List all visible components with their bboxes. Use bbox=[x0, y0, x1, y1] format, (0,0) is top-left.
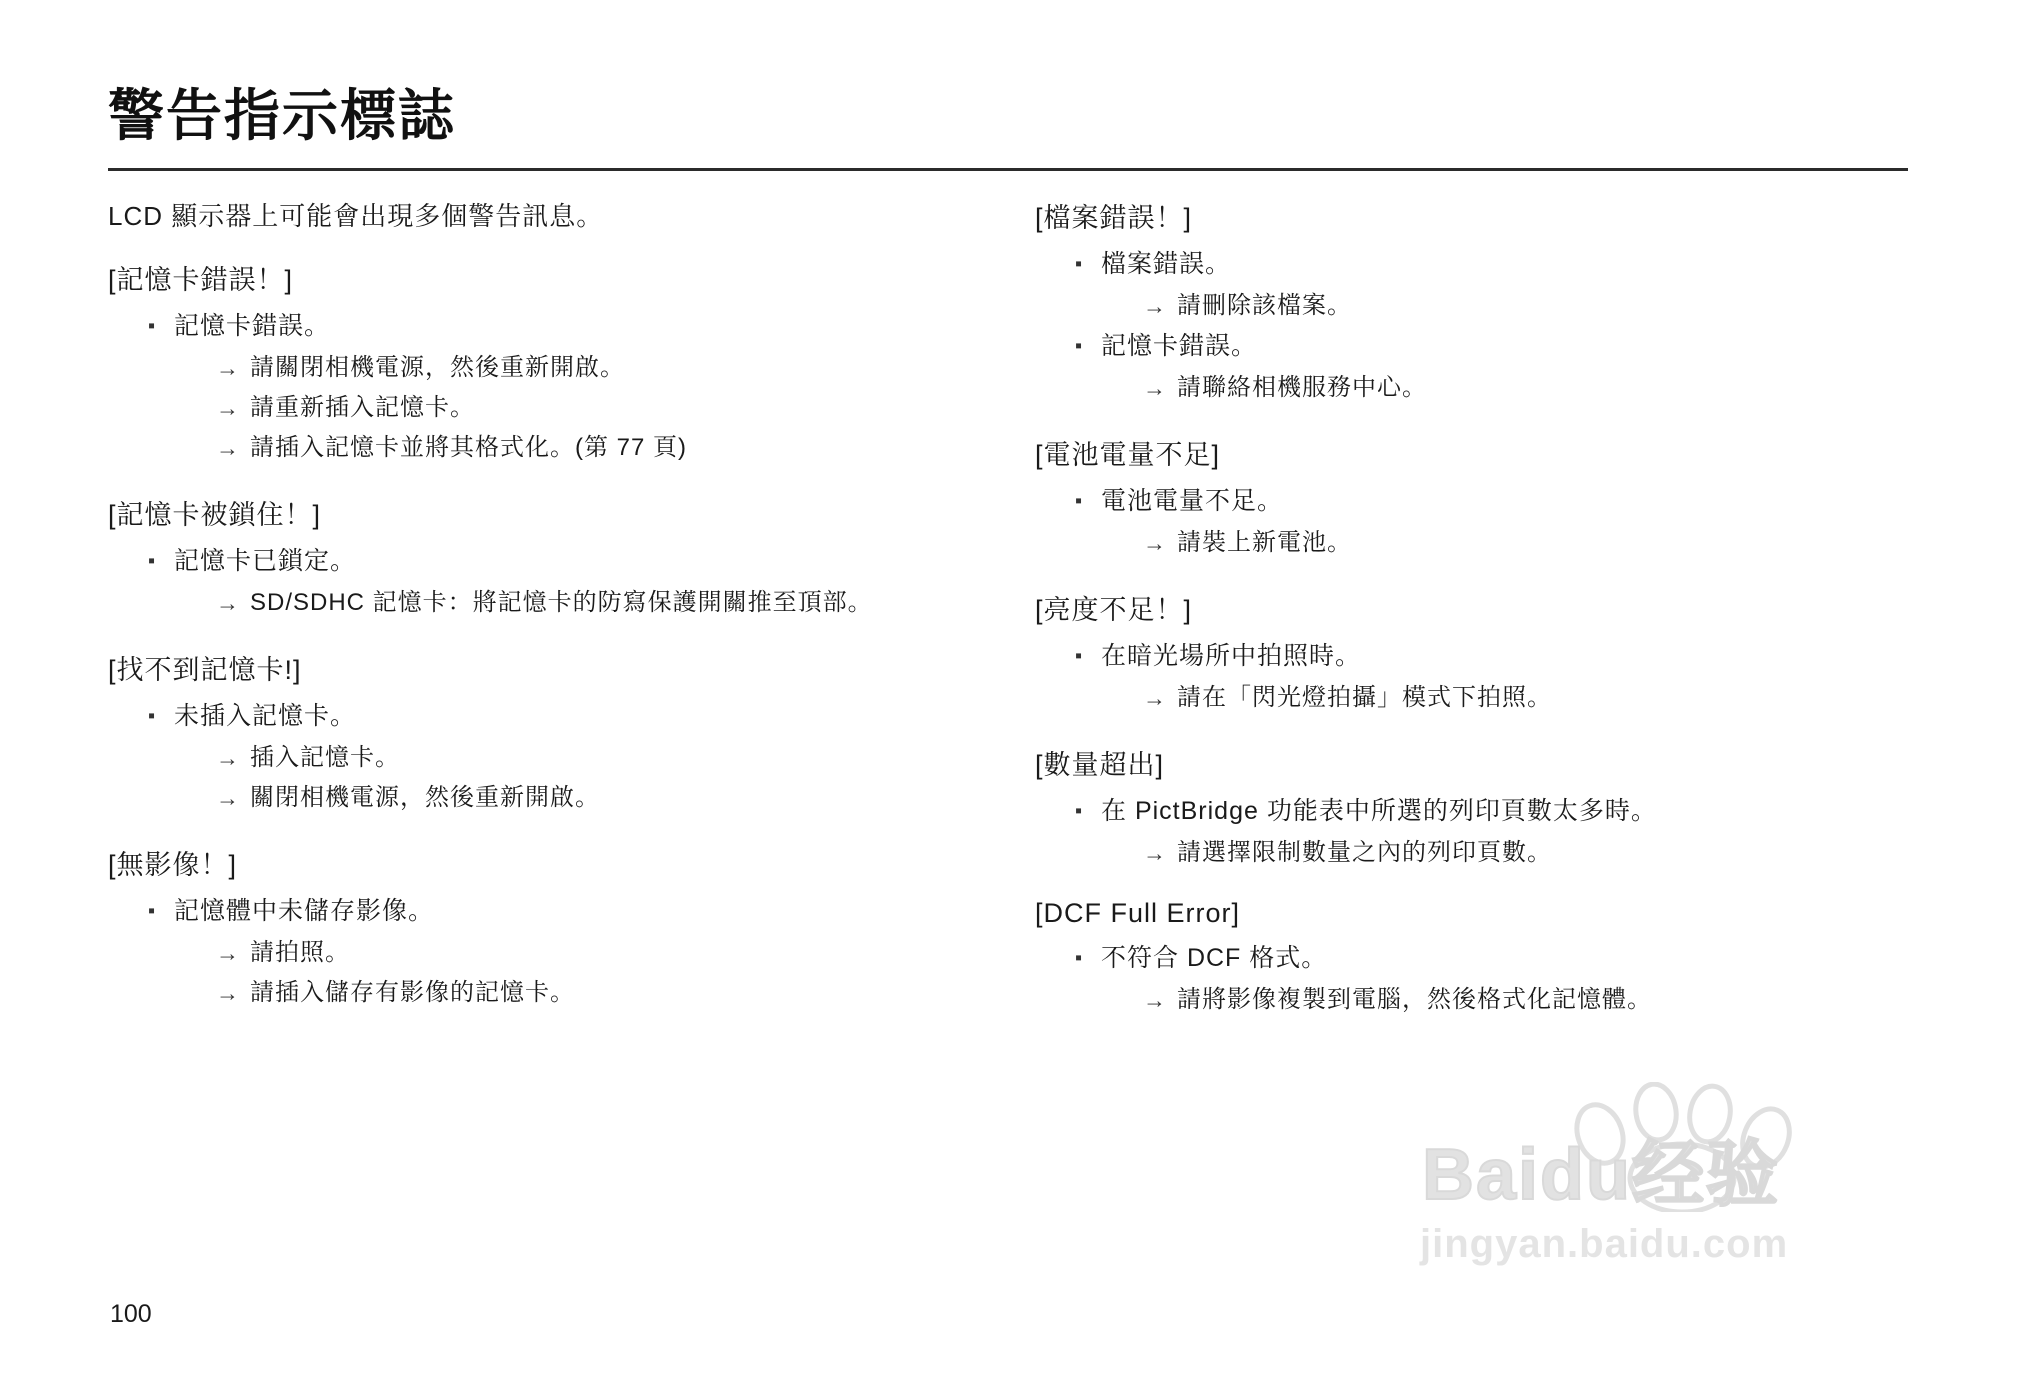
bullet-square-icon: ▪ bbox=[1075, 947, 1083, 969]
bullet-item bbox=[1075, 639, 1915, 673]
bullet-square-icon: ▪ bbox=[148, 315, 156, 337]
watermark-main: Baidu经验 bbox=[1422, 1135, 1781, 1215]
arrow-label: 請刪除該檔案。 bbox=[1177, 292, 1352, 319]
arrow-item bbox=[1143, 836, 1915, 870]
watermark-sub: jingyan.baidu.com bbox=[1420, 1222, 1789, 1266]
arrow-right-icon: → bbox=[1143, 685, 1166, 711]
arrow-label: 請在「閃光燈拍攝」模式下拍照。 bbox=[1177, 684, 1552, 711]
section-heading: [數量超出] bbox=[1035, 750, 1165, 780]
arrow-right-icon: → bbox=[216, 745, 239, 771]
arrow-item bbox=[1143, 983, 1915, 1017]
arrow-item bbox=[1143, 681, 1915, 715]
arrow-label: 插入記憶卡。 bbox=[250, 744, 400, 771]
warning-section bbox=[1035, 588, 1915, 715]
warning-section bbox=[108, 648, 988, 815]
arrow-right-icon: → bbox=[216, 590, 239, 616]
bullet-square-icon: ▪ bbox=[148, 550, 156, 572]
bullet-item bbox=[1075, 484, 1915, 518]
arrow-item bbox=[1143, 371, 1915, 405]
left-column bbox=[108, 196, 988, 1038]
bullet-label: 在暗光場所中拍照時。 bbox=[1101, 642, 1362, 670]
arrow-item bbox=[216, 431, 988, 465]
arrow-item bbox=[216, 741, 988, 775]
arrow-label: 請插入記憶卡並將其格式化。(第 77 頁) bbox=[250, 434, 688, 461]
arrow-item bbox=[216, 781, 988, 815]
arrow-right-icon: → bbox=[1143, 293, 1166, 319]
right-column bbox=[1035, 196, 1915, 1045]
section-heading: [記憶卡被鎖住！] bbox=[108, 500, 322, 530]
arrow-label: 請關閉相機電源，然後重新開啟。 bbox=[250, 354, 625, 381]
arrow-label: 請將影像複製到電腦，然後格式化記憶體。 bbox=[1177, 986, 1652, 1013]
section-heading: [無影像！] bbox=[108, 850, 238, 880]
arrow-right-icon: → bbox=[216, 785, 239, 811]
page-title: 警告指示標誌 bbox=[108, 84, 456, 147]
arrow-item bbox=[216, 391, 988, 425]
arrow-label: 請重新插入記憶卡。 bbox=[250, 394, 475, 421]
bullet-item bbox=[1075, 794, 1915, 828]
warning-section bbox=[1035, 433, 1915, 560]
arrow-item bbox=[1143, 289, 1915, 323]
bullet-item bbox=[148, 309, 988, 343]
arrow-label: 請選擇限制數量之內的列印頁數。 bbox=[1177, 839, 1552, 866]
bullet-square-icon: ▪ bbox=[1075, 645, 1083, 667]
arrow-label: 請插入儲存有影像的記憶卡。 bbox=[250, 979, 575, 1006]
section-heading: [電池電量不足] bbox=[1035, 440, 1221, 470]
bullet-label: 不符合 DCF 格式。 bbox=[1101, 944, 1328, 972]
bullet-item bbox=[1075, 941, 1915, 975]
bullet-label: 在 PictBridge 功能表中所選的列印頁數太多時。 bbox=[1101, 797, 1657, 825]
bullet-label: 記憶體中未儲存影像。 bbox=[174, 897, 435, 925]
intro-text: LCD 顯示器上可能會出現多個警告訊息。 bbox=[108, 201, 604, 231]
bullet-square-icon: ▪ bbox=[1075, 490, 1083, 512]
warning-section bbox=[1035, 898, 1915, 1017]
arrow-item bbox=[216, 351, 988, 385]
bullet-square-icon: ▪ bbox=[148, 900, 156, 922]
bullet-square-icon: ▪ bbox=[1075, 253, 1083, 275]
bullet-item bbox=[1075, 247, 1915, 281]
bullet-square-icon: ▪ bbox=[1075, 335, 1083, 357]
arrow-label: SD/SDHC 記憶卡：將記憶卡的防寫保護開關推至頂部。 bbox=[250, 589, 873, 616]
bullet-item bbox=[148, 894, 988, 928]
bullet-label: 記憶卡錯誤。 bbox=[174, 312, 331, 340]
section-heading: [DCF Full Error] bbox=[1035, 898, 1240, 928]
section-heading: [亮度不足！] bbox=[1035, 595, 1193, 625]
arrow-item bbox=[1143, 526, 1915, 560]
bullet-item bbox=[148, 544, 988, 578]
baidu-watermark bbox=[1410, 1090, 1890, 1310]
arrow-item bbox=[216, 936, 988, 970]
title-divider bbox=[108, 168, 1908, 171]
warning-section bbox=[108, 843, 988, 1010]
section-heading: [記憶卡錯誤！] bbox=[108, 265, 294, 295]
arrow-right-icon: → bbox=[216, 355, 239, 381]
warning-section bbox=[108, 258, 988, 465]
arrow-right-icon: → bbox=[216, 395, 239, 421]
section-heading: [找不到記憶卡!] bbox=[108, 655, 302, 685]
bullet-square-icon: ▪ bbox=[1075, 800, 1083, 822]
arrow-right-icon: → bbox=[1143, 987, 1166, 1013]
warning-section bbox=[1035, 196, 1915, 405]
arrow-right-icon: → bbox=[1143, 840, 1166, 866]
bullet-item bbox=[148, 699, 988, 733]
page-number: 100 bbox=[110, 1300, 152, 1328]
paw-print-icon bbox=[1560, 1082, 1840, 1212]
bullet-label: 記憶卡已鎖定。 bbox=[174, 547, 357, 575]
arrow-right-icon: → bbox=[216, 940, 239, 966]
warning-section bbox=[1035, 743, 1915, 870]
bullet-label: 記憶卡錯誤。 bbox=[1101, 332, 1258, 360]
arrow-label: 請聯絡相機服務中心。 bbox=[1177, 374, 1427, 401]
bullet-label: 檔案錯誤。 bbox=[1101, 250, 1232, 278]
section-heading: [檔案錯誤！] bbox=[1035, 203, 1193, 233]
arrow-right-icon: → bbox=[216, 980, 239, 1006]
arrow-item bbox=[216, 586, 988, 620]
arrow-right-icon: → bbox=[216, 435, 239, 461]
arrow-right-icon: → bbox=[1143, 530, 1166, 556]
bullet-label: 電池電量不足。 bbox=[1101, 487, 1284, 515]
arrow-label: 請裝上新電池。 bbox=[1177, 529, 1352, 556]
arrow-label: 請拍照。 bbox=[250, 939, 350, 966]
arrow-label: 關閉相機電源，然後重新開啟。 bbox=[250, 784, 600, 811]
bullet-label: 未插入記憶卡。 bbox=[174, 702, 357, 730]
bullet-square-icon: ▪ bbox=[148, 705, 156, 727]
arrow-item bbox=[216, 976, 988, 1010]
arrow-right-icon: → bbox=[1143, 375, 1166, 401]
warning-section bbox=[108, 493, 988, 620]
bullet-item bbox=[1075, 329, 1915, 363]
